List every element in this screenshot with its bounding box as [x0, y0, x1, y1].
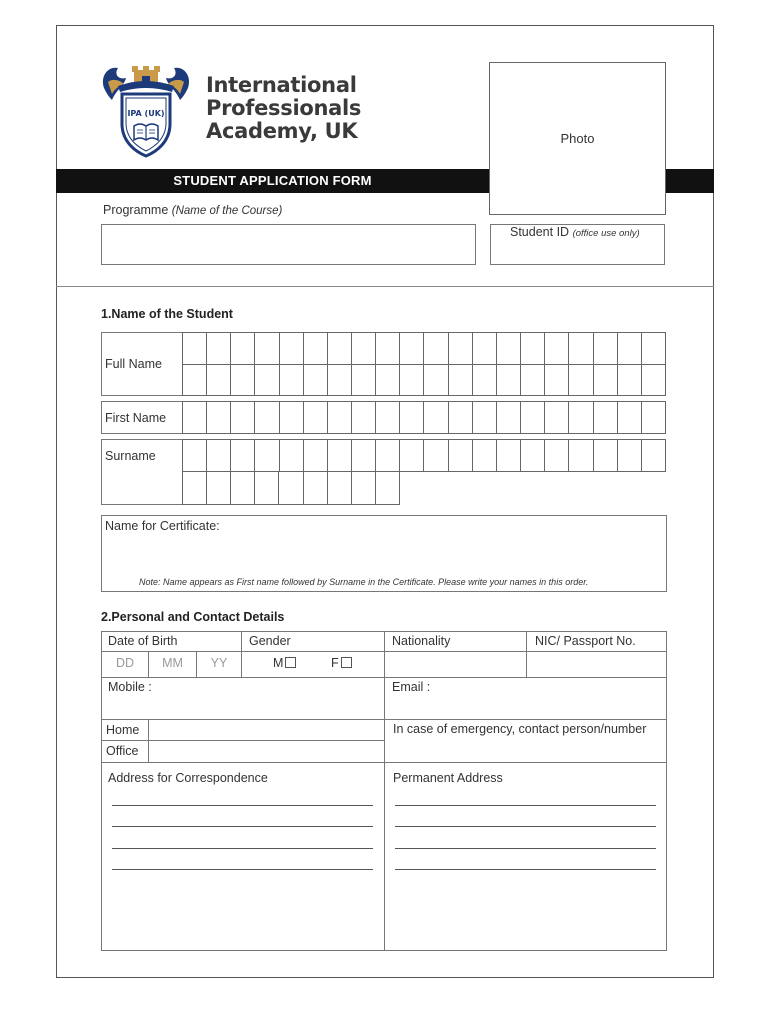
certificate-name-box[interactable] [101, 515, 667, 592]
full-name-label-cell [101, 332, 183, 396]
male-checkbox[interactable] [285, 657, 296, 668]
first-name-input-grid[interactable] [182, 401, 666, 434]
full-name-input-grid[interactable] [182, 332, 666, 396]
section-divider [56, 286, 714, 287]
academy-name-line1: International [206, 73, 357, 97]
dob-day-field[interactable]: DD [115, 656, 135, 670]
student-id-label-row [510, 225, 640, 239]
col-line [241, 631, 242, 677]
permanent-address-line[interactable] [395, 869, 656, 870]
academy-name-line3: Academy, UK [206, 119, 358, 143]
student-id-hint: (office use only) [572, 228, 640, 239]
address-line[interactable] [112, 805, 373, 806]
permanent-address-line[interactable] [395, 848, 656, 849]
certificate-name-label: Name for Certificate: [105, 519, 220, 533]
permanent-address-line[interactable] [395, 805, 656, 806]
gender-male-label: M [273, 656, 284, 670]
permanent-address-label: Permanent Address [393, 771, 503, 785]
address-line[interactable] [112, 869, 373, 870]
crest-text: IPA (UK) [127, 109, 165, 118]
surname-input-grid-row2[interactable] [182, 471, 400, 505]
office-phone-label: Office [106, 744, 139, 758]
academy-name-line2: Professionals [206, 96, 362, 120]
academy-crest-logo [98, 60, 194, 160]
address-line[interactable] [112, 848, 373, 849]
nic-passport-input[interactable] [527, 652, 666, 677]
home-phone-input[interactable] [149, 720, 384, 740]
col-line [384, 631, 385, 951]
home-phone-label: Home [106, 723, 140, 737]
dob-month-field[interactable]: MM [162, 656, 183, 670]
photo-label: Photo [560, 131, 595, 146]
address-correspondence-label: Address for Correspondence [108, 771, 268, 785]
permanent-address-line[interactable] [395, 826, 656, 827]
nationality-label: Nationality [392, 634, 451, 648]
section1-title: 1.Name of the Student [101, 307, 233, 321]
surname-label-cell [101, 439, 183, 505]
surname-label: Surname [105, 449, 156, 463]
nationality-input[interactable] [385, 652, 526, 677]
programme-label-row [103, 203, 282, 217]
academy-name [206, 74, 361, 143]
section2-title: 2.Personal and Contact Details [101, 610, 285, 624]
nic-passport-label: NIC/ Passport No. [535, 634, 636, 648]
photo-box[interactable] [489, 62, 666, 215]
certificate-note: Note: Name appears as First name followed by Surname in the Certificate. Please write your names in this order. [139, 577, 589, 587]
full-name-label: Full Name [105, 357, 162, 371]
emergency-contact-label: In case of emergency, contact person/number [393, 722, 647, 736]
first-name-label-cell [101, 401, 183, 434]
mobile-label: Mobile : [108, 680, 152, 694]
programme-input[interactable] [101, 224, 476, 265]
form-title: STUDENT APPLICATION FORM [173, 173, 372, 188]
gender-male-option[interactable] [273, 656, 296, 670]
dob-label: Date of Birth [108, 634, 178, 648]
surname-input-grid-row1[interactable] [182, 439, 666, 472]
gender-label: Gender [249, 634, 291, 648]
student-id-label: Student ID [510, 225, 570, 239]
email-label: Email : [392, 680, 431, 694]
programme-label: Programme [103, 203, 169, 217]
programme-hint: (Name of the Course) [171, 205, 283, 217]
female-checkbox[interactable] [341, 657, 352, 668]
dob-year-field[interactable]: YY [210, 656, 228, 670]
address-line[interactable] [112, 826, 373, 827]
gender-female-option[interactable] [331, 656, 352, 670]
office-phone-input[interactable] [149, 741, 384, 762]
first-name-label: First Name [105, 411, 167, 425]
gender-female-label: F [331, 656, 339, 670]
